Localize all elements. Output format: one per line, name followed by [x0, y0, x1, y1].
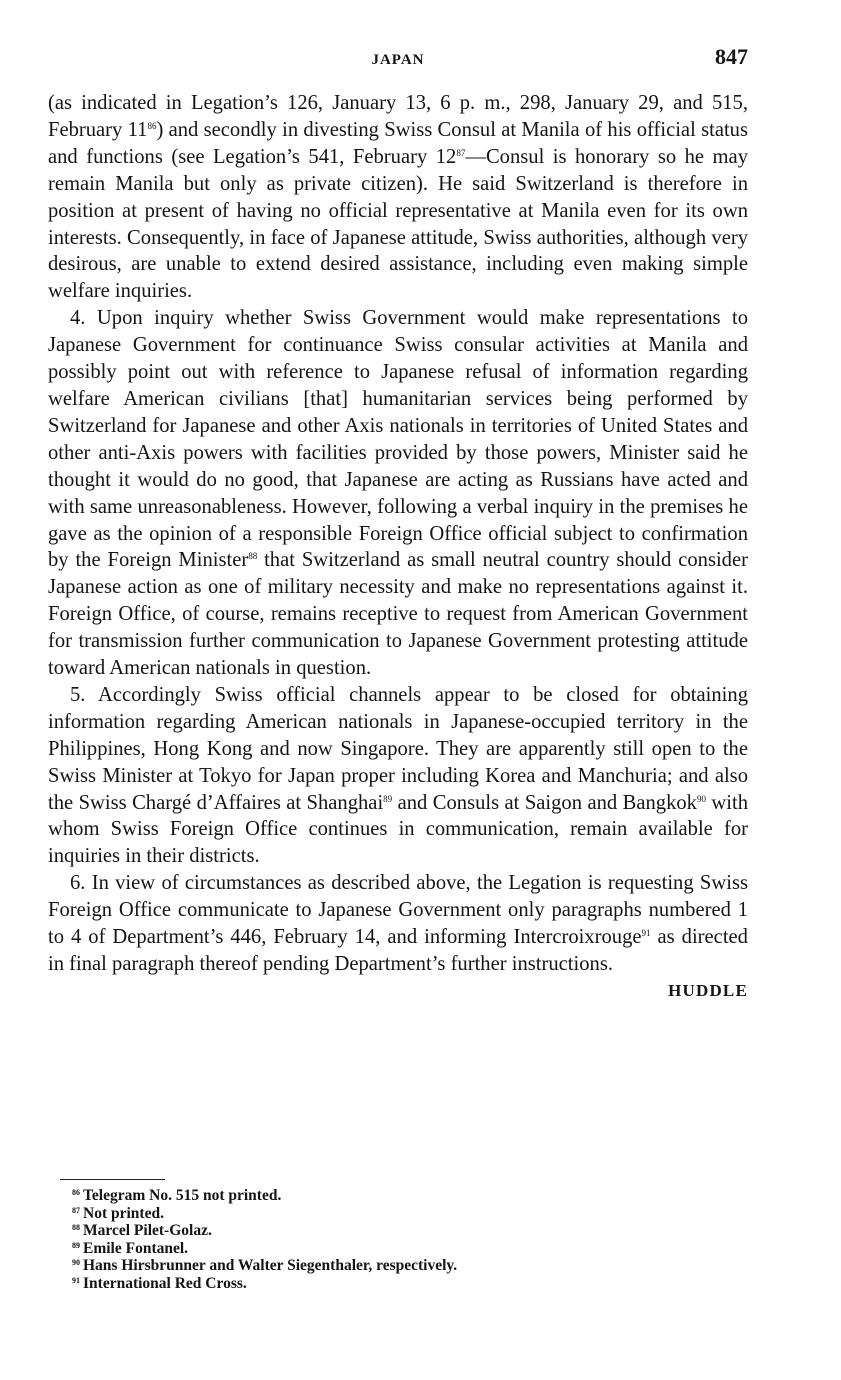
footnote-ref: 90 [696, 793, 706, 804]
footnote-text: Not printed. [83, 1204, 164, 1222]
paragraph-continuation [48, 90, 748, 305]
footnote-number: 91 [72, 1275, 80, 1285]
footnote-number: 87 [72, 1205, 80, 1215]
running-head: JAPAN [371, 52, 425, 68]
footnote-text: International Red Cross. [83, 1274, 247, 1292]
footnote [72, 1187, 712, 1205]
text-run: ) and secondly in divesting Swiss Consul at Manila of his official status and functions (see Legation’s 541, February 12 [48, 118, 748, 168]
text-run: with whom Swiss Foreign Office continues in communication, remain available for inquiries in their districts. [48, 791, 748, 868]
text-run: as directed in final paragraph thereof pending Department’s further instructions. [48, 926, 748, 975]
footnote-ref: 89 [383, 793, 393, 804]
footnote-text: Hans Hirsbrunner and Walter Siegenthaler, respectively. [83, 1257, 458, 1275]
footnote-number: 88 [72, 1223, 80, 1233]
text-run: and Consuls at Saigon and Bangkok [392, 791, 697, 814]
footnote-divider [60, 1179, 165, 1180]
footnote-number: 89 [72, 1240, 80, 1250]
footnote-ref: 91 [641, 928, 651, 939]
footnote-number: 90 [72, 1258, 80, 1268]
paragraph-5 [48, 682, 748, 870]
footnote-ref: 88 [248, 551, 258, 562]
footnote [72, 1222, 712, 1240]
paragraph-6 [48, 870, 748, 978]
text-run: 4. Upon inquiry whether Swiss Government would make representations to Japanese Government for continuance Swiss consular activities at Manila and possibly point out with reference to Japanese refusal of information regarding welfare American civilians [that] humanitarian services being performed by Switzerland for Japanese and other Axis nationals in territories of United States and other anti-Axis powers with facilities provided by those powers, Minister said he thought it would do no good, that Japanese are acting as Russians have acted and with same unreasonableness. However, following a verbal inquiry in the premises he gave as the opinion of a responsible Foreign Office official subject to confirmation by the Foreign Minister [48, 307, 748, 572]
text-run: —Consul is honorary so he may remain Manila but only as private citizen). He said Switzerland is therefore in position at present of having no official representative at Manila even for its own interests. Consequently, in face of Japanese attitude, Swiss authorities, although very desirous, are unable to extend desired assistance, including even making simple welfare inquiries. [48, 145, 748, 303]
footnote-ref: 86 [147, 120, 157, 131]
footnotes [72, 1187, 712, 1293]
footnote [72, 1257, 712, 1275]
text-run: 6. In view of circumstances as described above, the Legation is requesting Swiss Foreign Office communicate to Japanese Government only paragraphs numbered 1 to 4 of Department’s 446, February 14, and informing Intercroixrouge [48, 872, 748, 949]
footnote [72, 1205, 712, 1223]
signature: HUDDLE [668, 980, 748, 1000]
footnote [72, 1275, 712, 1293]
text-run: that Switzerland as small neutral country should consider Japanese action as one of military necessity and make no representations against it. Foreign Office, of course, remains receptive to request from American Government for transmission further communication to Japanese Government protesting attitude toward American nationals in question. [48, 549, 748, 680]
page-number: 847 [715, 44, 748, 69]
paragraph-4 [48, 305, 748, 682]
text-run: 5. Accordingly Swiss official channels appear to be closed for obtaining information regarding American nationals in Japanese-occupied territory in the Philippines, Hong Kong and now Singapore. They are apparently still open to the Swiss Minister at Tokyo for Japan proper including Korea and Manchuria; and also the Swiss Chargé d’Affaires at Shanghai [48, 683, 748, 814]
body-text [48, 90, 748, 1005]
page-header [48, 44, 748, 78]
footnote-text: Marcel Pilet-Golaz. [83, 1222, 212, 1240]
footnote-ref: 87 [456, 147, 466, 158]
footnote [72, 1240, 712, 1258]
text-run: (as indicated in Legation’s 126, January 13, 6 p. m., 298, January 29, and 515, February 11 [48, 92, 748, 141]
footnote-text: Telegram No. 515 not printed. [83, 1187, 282, 1204]
footnote-text: Emile Fontanel. [83, 1239, 189, 1257]
footnote-number: 86 [72, 1188, 80, 1197]
